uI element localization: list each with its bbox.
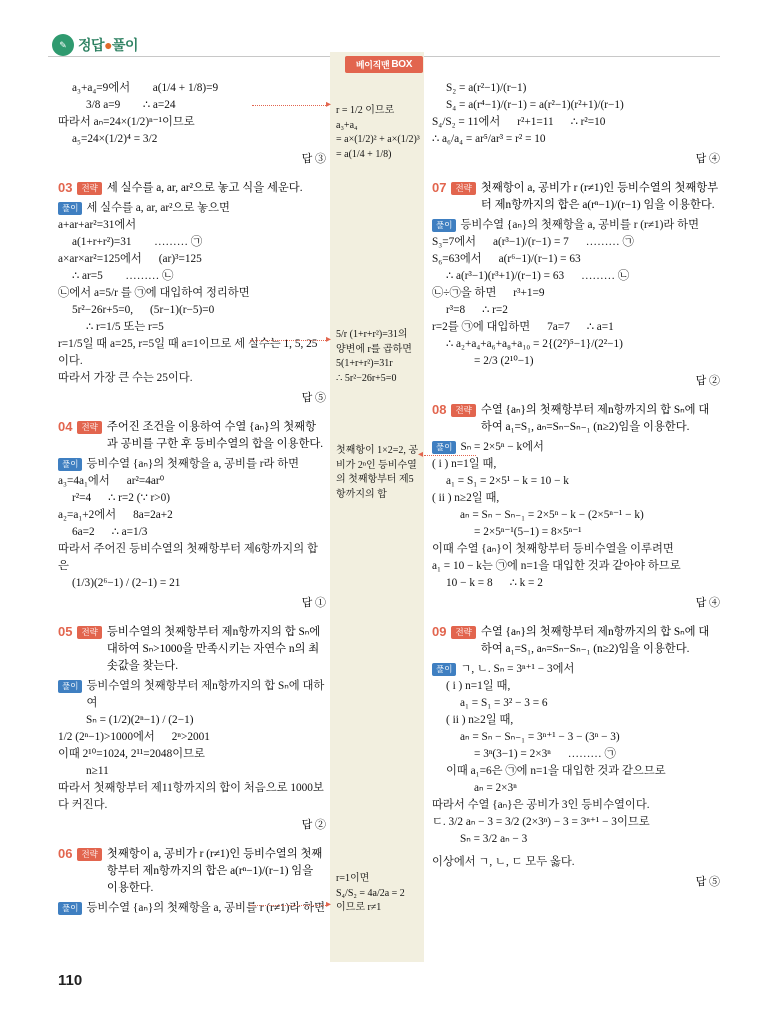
left-top-line-1: 3/8 a=9 ∴ a=24	[86, 99, 176, 111]
problem-05	[58, 624, 326, 832]
problem-03-line-5: ㉡에서 a=5/r 를 ㉠에 대입하여 정리하면	[58, 287, 250, 299]
problem-06-line-0: 등비수열 {aₙ}의 첫째항을 a, 공비를 r (r≠1)라 하면	[86, 902, 325, 914]
right-top-line-2: S₄/S₂ = 11에서 r²+1=11 ∴ r²=10	[432, 116, 606, 128]
page-title-right: 풀이	[112, 39, 139, 54]
problem-05-line-1: Sₙ = (1/2)(2ⁿ−1) / (2−1)	[86, 714, 194, 726]
problem-06-number: 06	[58, 846, 73, 861]
problem-07-line-5: r³=8 ∴ r=2	[446, 304, 508, 316]
problem-09-line-11: 이상에서 ㄱ, ㄴ, ㄷ 모두 옳다.	[432, 856, 575, 868]
problem-09-line-1: ( i ) n=1일 때,	[446, 680, 511, 692]
left-top-line-3: a₅=24×(1/2)⁴ = 3/2	[72, 133, 158, 145]
problem-09-line-2: a₁ = S₁ = 3² − 3 = 6	[460, 697, 548, 709]
problem-07-line-3: ∴ a(r³−1)(r³+1)/(r−1) = 63 ……… ㉡	[446, 270, 630, 282]
center-note-3-line-0: r=1이면	[336, 873, 370, 884]
problem-09-line-5: = 3ⁿ(3−1) = 2×3ⁿ ……… ㉠	[474, 748, 616, 760]
problem-06-solution	[58, 900, 326, 917]
connector-arrow-0: ▸	[326, 99, 332, 110]
problem-05-line-0: 등비수열의 첫째항부터 제n항까지의 합 Sₙ에 대하여	[86, 680, 325, 709]
problem-05-solution	[58, 678, 326, 712]
problem-07-answer: 답 ②	[695, 375, 720, 387]
problem-07-line-1: S₃=7에서 a(r³−1)/(r−1) = 7 ……… ㉠	[432, 236, 634, 248]
page-title	[78, 35, 138, 55]
problem-07-header	[432, 180, 720, 214]
problem-04-solution-tag: 풀이	[58, 458, 82, 471]
problem-09-line-8: 따라서 수열 {aₙ}은 공비가 3인 등비수열이다.	[432, 799, 650, 811]
problem-04-strategy-tag: 전략	[77, 421, 101, 434]
problem-08-line-7: a₁ = 10 − k는 ㉠에 n=1을 대입한 것과 같아야 하므로	[432, 560, 681, 572]
problem-05-number: 05	[58, 624, 73, 639]
right-top-block	[432, 80, 720, 166]
problem-05-strategy-text: 등비수열의 첫째항부터 제n항까지의 합 Sₙ에 대하여 Sₙ>1000을 만족시키는 자연수 n의 최솟값을 찾는다.	[106, 626, 321, 672]
center-note-0-line-2: = a×(1/2)² + a×(1/2)³	[336, 134, 420, 145]
problem-07-solution-tag: 풀이	[432, 219, 456, 232]
problem-08-strategy-tag: 전략	[451, 404, 475, 417]
problem-03-line-4: ∴ ar=5 ……… ㉡	[72, 270, 174, 282]
problem-06-header	[58, 846, 326, 897]
connector-note-3	[250, 905, 328, 906]
right-top-line-3: ∴ a₆/a₄ = ar⁵/ar³ = r² = 10	[432, 133, 546, 145]
problem-04-header	[58, 419, 326, 453]
problem-04-line-0: 등비수열 {aₙ}의 첫째항을 a, 공비를 r라 하면	[86, 458, 300, 470]
problem-07-line-4: ㉡÷㉠을 하면 r³+1=9	[432, 287, 545, 299]
problem-03-solution	[58, 200, 326, 217]
problem-08-line-6: 이때 수열 {aₙ}이 첫째항부터 등비수열을 이루려면	[432, 543, 674, 555]
center-note-1-line-2: 5(1+r+r²)=31r	[336, 358, 393, 369]
center-note-1	[336, 328, 420, 386]
problem-03-strategy-text: 세 실수를 a, ar, ar²으로 놓고 식을 세운다.	[106, 182, 303, 194]
center-note-1-line-1: 양변에 r를 곱하면	[336, 343, 412, 355]
center-note-3-line-2: 이므로 r≠1	[336, 902, 382, 913]
problem-04-line-2: r²=4 ∴ r=2 (∵ r>0)	[72, 492, 171, 504]
problem-08-strategy-text: 수열 {aₙ}의 첫째항부터 제n항까지의 합 Sₙ에 대하여 a₁=S₁, aₙ=Sₙ−Sₙ₋₁ (n≥2)임을 이용한다.	[480, 404, 710, 433]
connector-arrow-3: ▸	[326, 899, 332, 910]
problem-09-number: 09	[432, 624, 447, 639]
problem-08-line-5: = 2×5ⁿ⁻¹(5−1) = 8×5ⁿ⁻¹	[474, 526, 582, 538]
problem-07-line-8: = 2/3 (2¹⁰−1)	[474, 355, 534, 367]
problem-08	[432, 402, 720, 610]
right-top-line-0: S₂ = a(r²−1)/(r−1)	[446, 82, 527, 94]
problem-09-line-4: aₙ = Sₙ − Sₙ₋₁ = 3ⁿ⁺¹ − 3 − (3ⁿ − 3)	[460, 731, 620, 743]
problem-03-line-8: r=1/5일 때 a=25, r=5일 때 a=1이므로 세 실수는 1, 5, 25이다.	[58, 338, 318, 367]
problem-09	[432, 624, 720, 889]
problem-05-line-3: 이때 2¹⁰=1024, 2¹¹=2048이므로	[58, 748, 205, 760]
problem-03-line-7: ∴ r=1/5 또는 r=5	[86, 321, 164, 333]
problem-04-line-1: a₃=4a₁에서 ar²=4ar⁰	[58, 475, 165, 487]
problem-07-line-6: r=2를 ㉠에 대입하면 7a=7 ∴ a=1	[432, 321, 614, 333]
center-note-1-line-3: ∴ 5r²−26r+5=0	[336, 372, 397, 384]
problem-09-line-9: ㄷ. 3/2 aₙ − 3 = 3/2 (2×3ⁿ) − 3 = 3ⁿ⁺¹ − 3이므로	[432, 816, 650, 828]
left-column	[58, 80, 326, 917]
problem-04	[58, 419, 326, 610]
problem-09-line-10: Sₙ = 3/2 aₙ − 3	[460, 833, 528, 845]
problem-04-line-5: 따라서 주어진 등비수열의 첫째항부터 제6항까지의 합은	[58, 543, 318, 572]
center-note-0-line-3: = a(1/4 + 1/8)	[336, 148, 392, 160]
problem-03-strategy-tag: 전략	[77, 182, 101, 195]
center-note-3	[336, 872, 420, 916]
problem-05-answer: 답 ②	[301, 819, 326, 831]
page-number: 110	[58, 972, 83, 989]
problem-09-line-6: 이때 a₁=6은 ㉠에 n=1을 대입한 것과 같으므로	[446, 765, 666, 777]
center-note-1-line-0: 5/r (1+r+r²)=31의	[336, 329, 408, 340]
problem-08-line-4: aₙ = Sₙ − Sₙ₋₁ = 2×5ⁿ − k − (2×5ⁿ⁻¹ − k)	[460, 509, 644, 521]
center-note-3-line-1: S₄/S₂ = 4a/2a = 2	[336, 887, 405, 899]
basic-box-label-en: BOX	[391, 59, 413, 70]
problem-06-strategy-text: 첫째항이 a, 공비가 r (r≠1)인 등비수열의 첫째항부터 제n항까지의 합은 a(rⁿ−1)/(r−1) 임을 이용한다.	[106, 848, 323, 894]
problem-05-line-5: 따라서 첫째항부터 제11항까지의 합이 처음으로 1000보다 커진다.	[58, 782, 324, 811]
problem-03	[58, 180, 326, 405]
center-note-0-line-0: r = 1/2 이므로	[336, 105, 395, 116]
problem-08-number: 08	[432, 402, 447, 417]
left-top-line-0: a₃+a₄=9에서 a(1/4 + 1/8)=9	[72, 82, 219, 94]
left-top-answer: 답 ③	[301, 153, 326, 165]
problem-06-solution-tag: 풀이	[58, 902, 82, 915]
problem-08-line-1: ( i ) n=1일 때,	[432, 458, 497, 470]
connector-arrow-2: ◂	[418, 449, 424, 460]
problem-04-line-3: a₂=a₁+2에서 8a=2a+2	[58, 509, 173, 521]
basic-box-tab	[345, 56, 423, 73]
center-notes-column	[336, 96, 420, 916]
problem-03-number: 03	[58, 180, 73, 195]
center-note-2	[336, 444, 420, 502]
center-note-0-line-1: a₃+a₄	[336, 119, 358, 131]
right-top-answer: 답 ④	[695, 153, 720, 165]
problem-03-line-0: 세 실수를 a, ar, ar²으로 놓으면	[86, 202, 230, 214]
problem-09-line-3: ( ii ) n≥2일 때,	[446, 714, 514, 726]
problem-08-line-3: ( ii ) n≥2일 때,	[432, 492, 500, 504]
problem-09-strategy-text: 수열 {aₙ}의 첫째항부터 제n항까지의 합 Sₙ에 대하여 a₁=S₁, aₙ=Sₙ−Sₙ₋₁ (n≥2)임을 이용한다.	[480, 626, 710, 655]
problem-04-strategy-text: 주어진 조건을 이용하여 수열 {aₙ}의 첫째항과 공비를 구한 후 등비수열의 합을 이용한다.	[106, 421, 324, 450]
problem-03-line-1: a+ar+ar²=31에서	[58, 219, 137, 231]
problem-05-line-4: n≥11	[86, 765, 109, 777]
problem-07-line-2: S₆=63에서 a(r⁶−1)/(r−1) = 63	[432, 253, 581, 265]
left-top-block	[58, 80, 326, 166]
problem-09-strategy-tag: 전략	[451, 626, 475, 639]
problem-07	[432, 180, 720, 388]
problem-04-number: 04	[58, 419, 73, 434]
problem-08-solution-tag: 풀이	[432, 441, 456, 454]
problem-06	[58, 846, 326, 917]
problem-08-line-0: Sₙ = 2×5ⁿ − k에서	[460, 441, 544, 453]
problem-05-line-2: 1/2 (2ⁿ−1)>1000에서 2ⁿ>2001	[58, 731, 210, 743]
right-column	[432, 80, 720, 900]
problem-07-number: 07	[432, 180, 447, 195]
problem-05-strategy-tag: 전략	[77, 626, 101, 639]
problem-04-line-4: 6a=2 ∴ a=1/3	[72, 526, 148, 538]
problem-03-header	[58, 180, 326, 197]
right-top-line-1: S₄ = a(r⁴−1)/(r−1) = a(r²−1)(r²+1)/(r−1)	[446, 99, 624, 111]
problem-09-answer: 답 ⑤	[695, 876, 720, 888]
problem-03-line-2: a(1+r+r²)=31 ……… ㉠	[72, 236, 203, 248]
problem-07-line-7: ∴ a₂+a₄+a₆+a₈+a₁₀ = 2{(2²)⁵−1}/(2²−1)	[446, 338, 623, 350]
problem-04-line-6: (1/3)(2⁶−1) / (2−1) = 21	[72, 577, 181, 589]
problem-09-line-0: ㄱ, ㄴ. Sₙ = 3ⁿ⁺¹ − 3에서	[460, 663, 575, 675]
problem-07-solution	[432, 217, 720, 234]
problem-07-line-0: 등비수열 {aₙ}의 첫째항을 a, 공비를 r (r≠1)라 하면	[460, 219, 699, 231]
problem-09-line-7: aₙ = 2×3ⁿ	[474, 782, 517, 794]
problem-08-solution	[432, 439, 720, 456]
page-title-left: 정답	[78, 39, 105, 54]
book-icon: ✎	[52, 34, 74, 56]
title-dot: ●	[104, 39, 113, 54]
problem-06-strategy-tag: 전략	[77, 848, 101, 861]
problem-03-solution-tag: 풀이	[58, 202, 82, 215]
problem-09-header	[432, 624, 720, 658]
problem-03-line-6: 5r²−26r+5=0, (5r−1)(r−5)=0	[72, 304, 215, 316]
connector-note-0	[252, 105, 328, 106]
problem-04-solution	[58, 456, 326, 473]
problem-08-line-8: 10 − k = 8 ∴ k = 2	[446, 577, 543, 589]
basic-box-label-ko: 베이직맨	[355, 60, 390, 70]
problem-03-answer: 답 ⑤	[301, 392, 326, 404]
problem-03-line-9: 따라서 가장 큰 수는 25이다.	[58, 372, 193, 384]
problem-05-solution-tag: 풀이	[58, 680, 82, 693]
problem-09-solution-tag: 풀이	[432, 663, 456, 676]
problem-08-line-2: a₁ = S₁ = 2×5¹ − k = 10 − k	[446, 475, 569, 487]
problem-07-strategy-tag: 전략	[451, 182, 475, 195]
connector-note-1	[250, 340, 328, 341]
problem-09-solution	[432, 661, 720, 678]
left-top-line-2: 따라서 aₙ=24×(1/2)ⁿ⁻¹이므로	[58, 116, 195, 128]
center-note-2-line-0: 첫째항이 1×2=2, 공비가 2ⁿ인 등비수열의 첫째항부터 제5항까지의 합	[336, 445, 419, 500]
center-note-0	[336, 104, 420, 162]
connector-arrow-1: ▸	[326, 334, 332, 345]
problem-03-line-3: a×ar×ar²=125에서 (ar)³=125	[58, 253, 202, 265]
problem-07-strategy-text: 첫째항이 a, 공비가 r (r≠1)인 등비수열의 첫째항부터 제n항까지의 합은 a(rⁿ−1)/(r−1) 임을 이용한다.	[480, 182, 719, 211]
problem-08-header	[432, 402, 720, 436]
problem-05-header	[58, 624, 326, 675]
problem-08-answer: 답 ④	[695, 597, 720, 609]
problem-04-answer: 답 ①	[301, 597, 326, 609]
